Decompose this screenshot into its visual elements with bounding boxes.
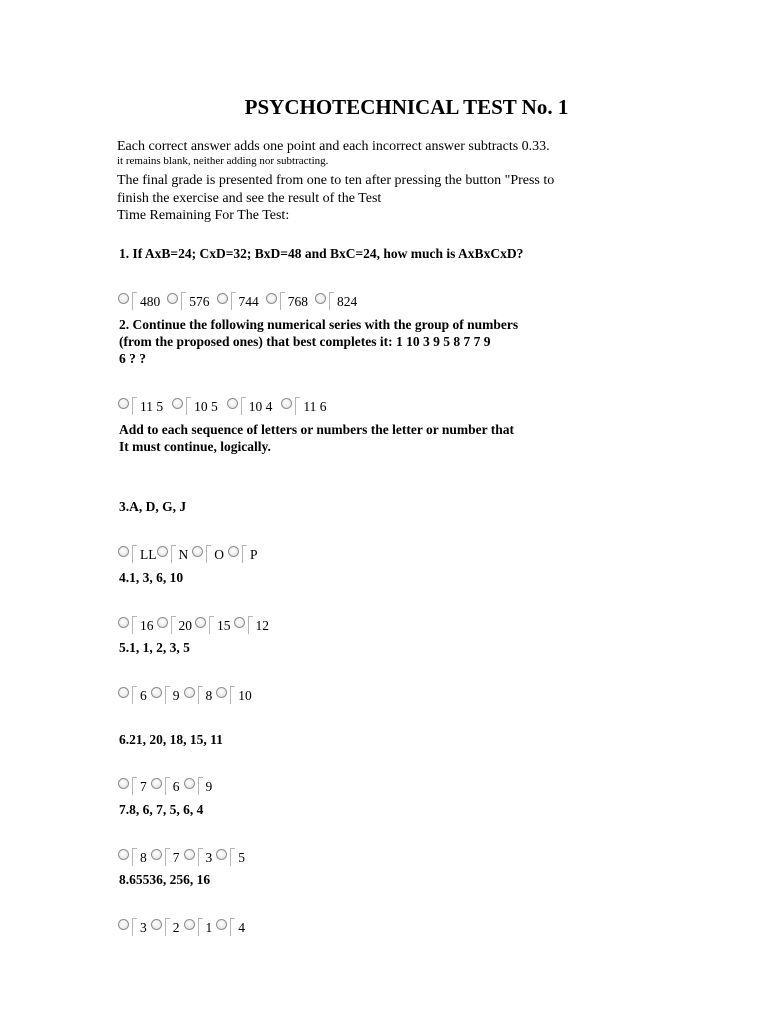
answer-option[interactable] — [228, 545, 262, 563]
option-label: 9 — [172, 688, 180, 703]
intro-grade-line2: finish the exercise and see the result of the Test — [117, 191, 382, 206]
radio-button[interactable] — [157, 546, 168, 557]
answer-option[interactable] — [184, 848, 217, 866]
option-label: 2 — [172, 920, 180, 935]
answer-option[interactable] — [118, 848, 151, 866]
option-separator — [230, 918, 235, 936]
question-4-options — [118, 612, 273, 634]
answer-option[interactable] — [151, 918, 184, 936]
radio-button[interactable] — [266, 293, 277, 304]
option-label: 8 — [140, 850, 147, 865]
option-separator — [132, 616, 137, 634]
radio-button[interactable] — [118, 778, 129, 789]
radio-button[interactable] — [217, 293, 228, 304]
option-label: 9 — [205, 779, 213, 794]
question-3-options — [118, 541, 262, 563]
option-label: 480 — [140, 294, 161, 309]
radio-button[interactable] — [167, 293, 178, 304]
option-label: P — [250, 547, 258, 562]
answer-option[interactable] — [157, 545, 193, 563]
instruction-line2: It must continue, logically. — [119, 439, 271, 454]
question-6-text: 6.21, 20, 18, 15, 11 — [119, 732, 223, 747]
option-label: 11 5 — [140, 399, 164, 414]
question-7-text: 7.8, 6, 7, 5, 6, 4 — [119, 802, 204, 817]
option-label: 4 — [238, 920, 245, 935]
answer-option[interactable] — [151, 777, 184, 795]
answer-option[interactable] — [184, 918, 217, 936]
answer-option[interactable] — [216, 686, 256, 704]
option-label: 10 5 — [194, 399, 218, 414]
answer-option[interactable] — [216, 848, 249, 866]
option-label: 1 — [205, 920, 213, 935]
option-separator — [132, 545, 137, 563]
option-label: 10 4 — [248, 399, 273, 414]
question-3-text: 3.A, D, G, J — [119, 499, 187, 514]
answer-option[interactable] — [195, 616, 234, 634]
option-label: 8 — [205, 688, 213, 703]
option-separator — [280, 292, 285, 310]
radio-button[interactable] — [234, 617, 245, 628]
option-separator — [186, 397, 191, 415]
answer-option[interactable] — [234, 616, 274, 634]
answer-option[interactable] — [227, 397, 282, 415]
answer-option[interactable] — [266, 292, 315, 310]
radio-button[interactable] — [151, 849, 162, 860]
answer-option[interactable] — [118, 292, 167, 310]
option-label: O — [214, 547, 224, 562]
option-label: LL — [140, 547, 157, 562]
option-separator — [132, 292, 137, 310]
option-separator — [181, 292, 186, 310]
option-label: 7 — [172, 850, 180, 865]
question-5-options — [118, 682, 256, 704]
instruction-line1: Add to each sequence of letters or numbers the letter or number that — [119, 422, 514, 437]
question-8-options — [118, 914, 249, 936]
question-7-options — [118, 844, 249, 866]
option-label: 6 — [140, 688, 147, 703]
option-label: 6 — [172, 779, 180, 794]
option-label: 15 — [217, 618, 231, 633]
radio-button[interactable] — [151, 687, 162, 698]
radio-button[interactable] — [216, 687, 227, 698]
option-separator — [198, 918, 203, 936]
radio-button[interactable] — [228, 546, 239, 557]
answer-option[interactable] — [118, 686, 151, 704]
question-2-text-line2: (from the proposed ones) that best completes it: 1 10 3 9 5 8 7 7 9 — [119, 334, 491, 349]
radio-button[interactable] — [118, 293, 129, 304]
answer-option[interactable] — [281, 397, 330, 415]
page-title: PSYCHOTECHNICAL TEST No. 1 — [244, 95, 569, 119]
option-label: 16 — [140, 618, 154, 633]
option-label: 576 — [189, 294, 210, 309]
time-remaining-label: Time Remaining For The Test: — [117, 208, 290, 223]
option-separator — [209, 616, 214, 634]
intro-blank-note: it remains blank, neither adding nor subtracting. — [117, 155, 329, 167]
option-label: 20 — [178, 618, 192, 633]
radio-button[interactable] — [184, 687, 195, 698]
option-label: 3 — [205, 850, 213, 865]
answer-option[interactable] — [217, 292, 266, 310]
intro-grade-line1: The final grade is presented from one to ten after pressing the button "Press to — [117, 173, 555, 188]
radio-button[interactable] — [184, 919, 195, 930]
answer-option[interactable] — [192, 545, 228, 563]
option-label: 12 — [255, 618, 269, 633]
option-separator — [230, 848, 235, 866]
option-separator — [165, 686, 170, 704]
answer-option[interactable] — [118, 545, 157, 563]
option-label: 744 — [238, 294, 259, 309]
option-separator — [206, 545, 211, 563]
radio-button[interactable] — [192, 546, 203, 557]
option-separator — [198, 686, 203, 704]
question-4-text: 4.1, 3, 6, 10 — [119, 570, 184, 585]
radio-button[interactable] — [118, 617, 129, 628]
question-2-options — [118, 393, 331, 415]
radio-button[interactable] — [195, 617, 206, 628]
radio-button[interactable] — [118, 546, 129, 557]
option-separator — [329, 292, 334, 310]
answer-option[interactable] — [118, 616, 157, 634]
option-separator — [198, 777, 203, 795]
answer-option[interactable] — [151, 686, 184, 704]
option-separator — [231, 292, 236, 310]
radio-button[interactable] — [315, 293, 326, 304]
radio-button[interactable] — [118, 919, 129, 930]
radio-button[interactable] — [157, 617, 168, 628]
radio-button[interactable] — [184, 778, 195, 789]
option-separator — [132, 918, 137, 936]
radio-button[interactable] — [184, 849, 195, 860]
option-separator — [171, 545, 176, 563]
question-2-text-line1: 2. Continue the following numerical series with the group of numbers — [119, 317, 519, 332]
radio-button[interactable] — [118, 398, 129, 409]
option-separator — [295, 397, 300, 415]
option-label: 824 — [337, 294, 358, 309]
option-separator — [230, 686, 235, 704]
answer-option[interactable] — [167, 292, 216, 310]
question-1-text: 1. If AxB=24; CxD=32; BxD=48 and BxC=24, how much is AxBxCxD? — [119, 246, 524, 261]
option-separator — [132, 686, 137, 704]
question-1-options — [118, 288, 361, 310]
radio-button[interactable] — [118, 849, 129, 860]
radio-button[interactable] — [172, 398, 183, 409]
answer-option[interactable] — [118, 918, 151, 936]
option-separator — [132, 777, 137, 795]
option-separator — [242, 545, 247, 563]
option-separator — [132, 397, 137, 415]
question-5-text: 5.1, 1, 2, 3, 5 — [119, 640, 190, 655]
option-separator — [248, 616, 253, 634]
answer-option[interactable] — [184, 777, 217, 795]
answer-option[interactable] — [216, 918, 249, 936]
option-label: 3 — [140, 920, 147, 935]
radio-button[interactable] — [227, 398, 238, 409]
radio-button[interactable] — [118, 687, 129, 698]
answer-option[interactable] — [151, 848, 184, 866]
option-label: 7 — [140, 779, 147, 794]
radio-button[interactable] — [216, 919, 227, 930]
option-separator — [171, 616, 176, 634]
answer-option[interactable] — [118, 397, 172, 415]
option-label: 768 — [287, 294, 308, 309]
question-6-options — [118, 773, 216, 795]
option-label: 5 — [238, 850, 245, 865]
answer-option[interactable] — [172, 397, 227, 415]
radio-button[interactable] — [151, 778, 162, 789]
answer-option[interactable] — [315, 292, 361, 310]
option-separator — [165, 848, 170, 866]
option-label: N — [178, 547, 189, 562]
intro-scoring: Each correct answer adds one point and each incorrect answer subtracts 0.33. — [117, 139, 550, 154]
answer-option[interactable] — [118, 777, 151, 795]
option-separator — [132, 848, 137, 866]
question-8-text: 8.65536, 256, 16 — [119, 872, 211, 887]
option-separator — [198, 848, 203, 866]
option-separator — [241, 397, 246, 415]
option-label: 11 6 — [303, 399, 327, 414]
answer-option[interactable] — [157, 616, 196, 634]
radio-button[interactable] — [151, 919, 162, 930]
radio-button[interactable] — [281, 398, 292, 409]
radio-button[interactable] — [216, 849, 227, 860]
question-2-text-line3: 6 ? ? — [119, 351, 146, 366]
option-separator — [165, 918, 170, 936]
option-label: 10 — [238, 688, 252, 703]
answer-option[interactable] — [184, 686, 217, 704]
option-separator — [165, 777, 170, 795]
